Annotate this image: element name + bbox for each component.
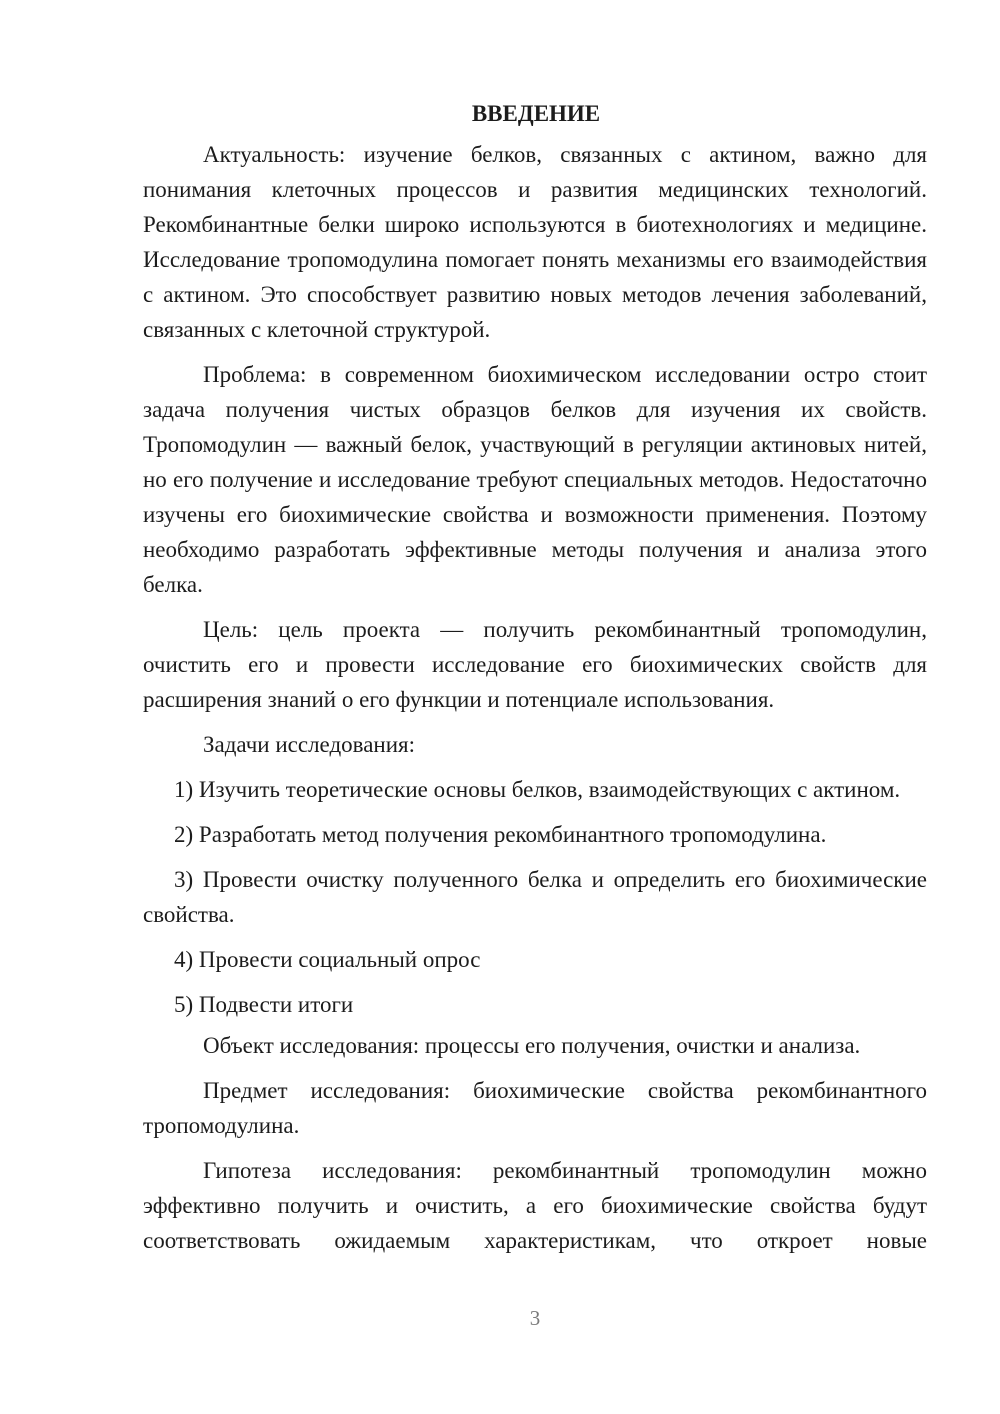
goal-paragraph: Цель: цель проекта — получить рекомбинантный тропомодулин, очистить его и провести исследование его биохимических свойств для расширения знаний о его функции и потенциале использования. (143, 617, 927, 712)
task-item: 4) Провести социальный опрос (174, 947, 481, 972)
problem-paragraph: Проблема: в современном биохимическом исследовании остро стоит задача получения чистых образцов белков для изучения их свойств. Тропомодулин — важный белок, участвующий в регуляции актиновых нитей, но его получение и исследование требуют специальных методов. Недостаточно изучены его биохимические свойства и возможности применения. Поэтому необходимо разработать эффективные методы получения и анализа этого белка. (143, 362, 927, 597)
object-paragraph: Объект исследования: процессы его получения, очистки и анализа. (203, 1033, 861, 1058)
task-item: 3) Провести очистку полученного белка и определить его биохимические свойства. (143, 867, 927, 927)
relevance-paragraph: Актуальность: изучение белков, связанных с актином, важно для понимания клеточных процессов и развития медицинских технологий. Рекомбинантные белки широко используются в биотехнологиях и медицине. Исследование тропомодулина помогает понять механизмы его взаимодействия с актином. Это способствует развитию новых методов лечения заболеваний, связанных с клеточной структурой. (143, 142, 927, 342)
tasks-heading: Задачи исследования: (203, 732, 416, 757)
document-body (143, 96, 927, 1258)
page-number: 3 (529, 1306, 541, 1330)
task-item: 1) Изучить теоретические основы белков, взаимодействующих с актином. (174, 777, 901, 802)
hypothesis-paragraph: Гипотеза исследования: рекомбинантный тропомодулин можно эффективно получить и очистить, а его биохимические свойства будут соответствовать ожидаемым характеристикам, что откроет новые (143, 1158, 927, 1253)
subject-paragraph: Предмет исследования: биохимические свойства рекомбинантного тропомодулина. (143, 1078, 927, 1138)
task-item: 5) Подвести итоги (174, 992, 354, 1017)
page-title: ВВЕДЕНИЕ (471, 101, 601, 126)
task-item: 2) Разработать метод получения рекомбинантного тропомодулина. (174, 822, 827, 847)
